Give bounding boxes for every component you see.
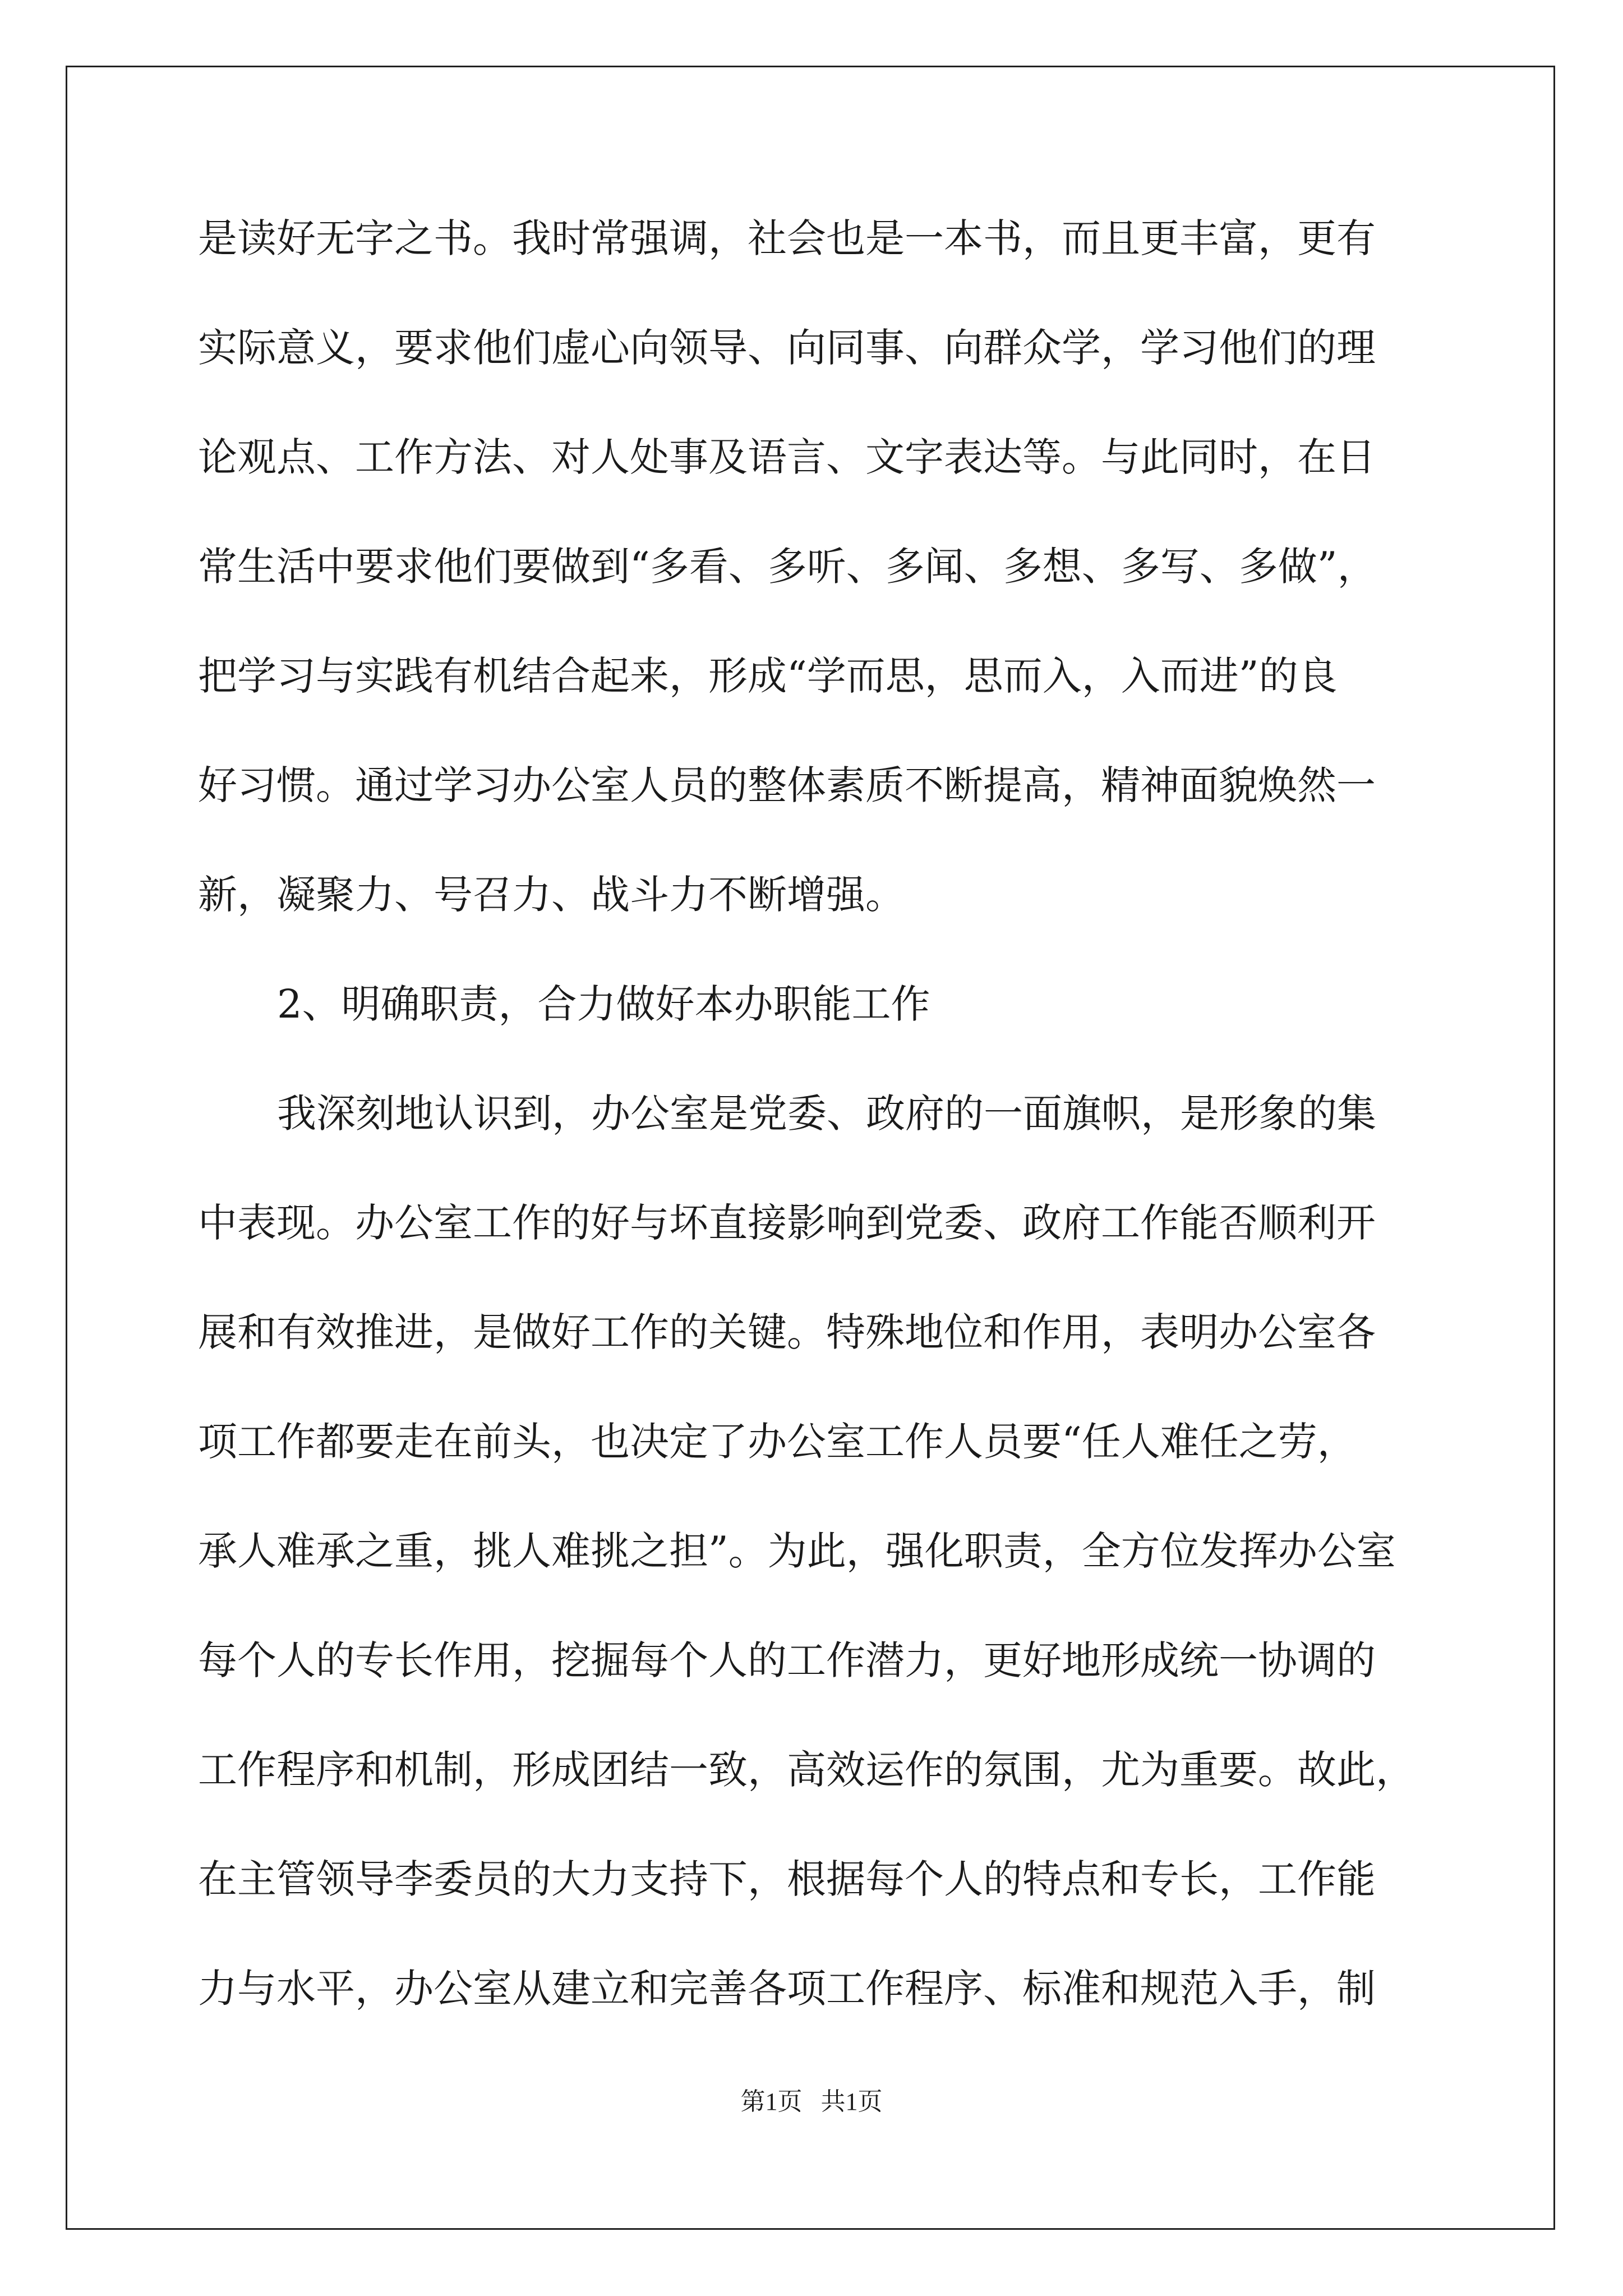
paragraph-line: 好习惯。通过学习办公室人员的整体素质不断提高，精神面貌焕然一 bbox=[198, 762, 1376, 808]
paragraph-line: 在主管领导李委员的大力支持下，根据每个人的特点和专长，工作能 bbox=[198, 1856, 1376, 1902]
paragraph-line: 实际意义，要求他们虚心向领导、向同事、向群众学，学习他们的理 bbox=[198, 325, 1376, 371]
paragraph-line: 项工作都要走在前头，也决定了办公室工作人员要“任人难任之劳， bbox=[198, 1419, 1357, 1465]
paragraph-line: 论观点、工作方法、对人处事及语言、文字表达等。与此同时，在日 bbox=[198, 434, 1376, 480]
paragraph-line: 工作程序和机制，形成团结一致，高效运作的氛围，尤为重要。故此， bbox=[198, 1747, 1415, 1793]
paragraph-line: 承人难承之重，挑人难挑之担”。为此，强化职责，全方位发挥办公室 bbox=[198, 1528, 1396, 1574]
paragraph-line: 把学习与实践有机结合起来，形成“学而思，思而入，入而进”的良 bbox=[198, 653, 1338, 699]
paragraph-line: 我深刻地认识到，办公室是党委、政府的一面旗帜，是形象的集 bbox=[277, 1091, 1376, 1137]
page-number-footer: 第1页 共1页 bbox=[740, 2088, 883, 2115]
section-heading: 2、明确职责，合力做好本办职能工作 bbox=[277, 981, 930, 1027]
paragraph-line: 力与水平，办公室从建立和完善各项工作程序、标准和规范入手，制 bbox=[198, 1966, 1376, 2012]
page-border bbox=[66, 66, 1555, 2230]
paragraph-line: 是读好无字之书。我时常强调，社会也是一本书，而且更丰富，更有 bbox=[198, 215, 1376, 261]
paragraph-line: 每个人的专长作用，挖掘每个人的工作潜力，更好地形成统一协调的 bbox=[198, 1637, 1376, 1683]
paragraph-line: 中表现。办公室工作的好与坏直接影响到党委、政府工作能否顺利开 bbox=[198, 1200, 1376, 1246]
paragraph-line: 展和有效推进，是做好工作的关键。特殊地位和作用，表明办公室各 bbox=[198, 1309, 1376, 1355]
paragraph-line: 新，凝聚力、号召力、战斗力不断增强。 bbox=[198, 872, 905, 918]
paragraph-line: 常生活中要求他们要做到“多看、多听、多闻、多想、多写、多做”， bbox=[198, 544, 1377, 590]
